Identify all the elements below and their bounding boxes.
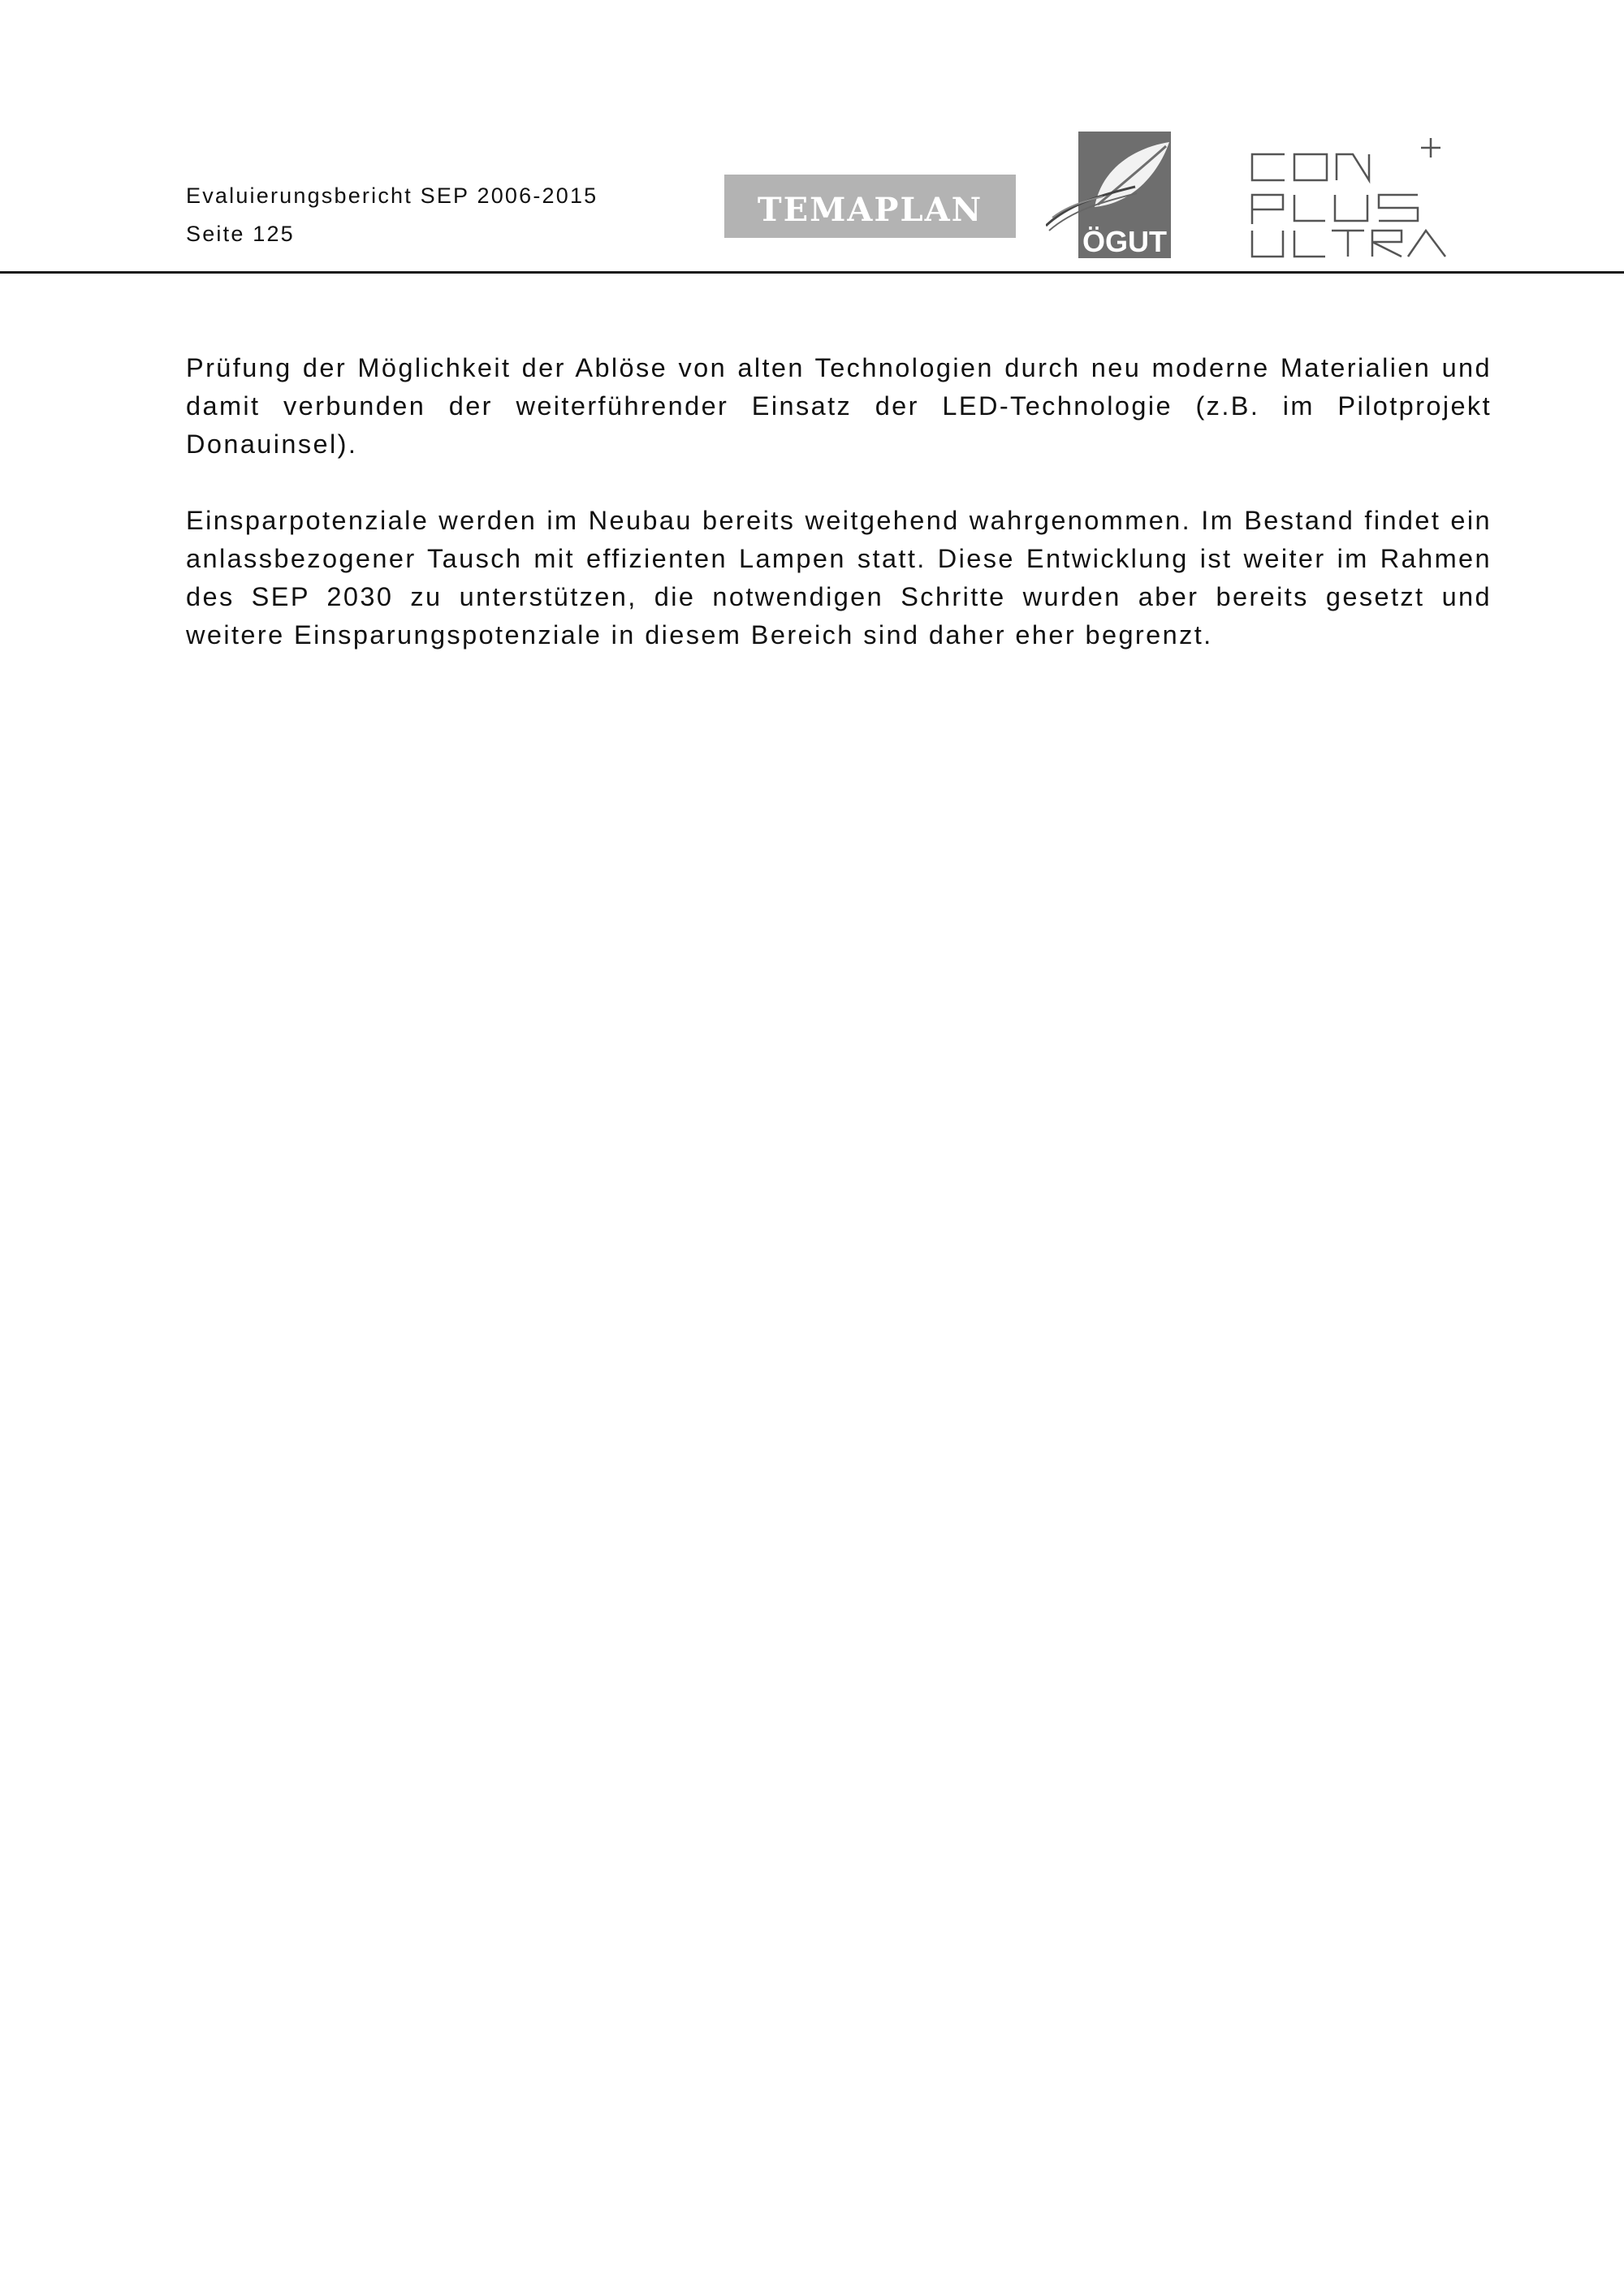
conplusultra-logo [1250, 136, 1449, 260]
ogut-logo-text: ÖGUT [1082, 225, 1167, 258]
temaplan-logo-text: TEMAPLAN [757, 190, 983, 229]
paragraph: Prüfung der Möglichkeit der Ablöse von alten Technologien durch neu moderne Materialien und damit verbunden der weiterführender Einsatz der LED-Technologie (z.B. im Pilotprojekt Donauinsel). [186, 353, 1492, 459]
header-divider [0, 271, 1624, 274]
page-number: Seite 125 [186, 222, 295, 246]
report-title: Evaluierungsbericht SEP 2006-2015 [186, 183, 598, 208]
temaplan-logo [724, 175, 1016, 238]
ogut-logo [1046, 130, 1184, 260]
paragraph: Einsparpotenziale werden im Neubau bereits weitgehend wahrgenommen. Im Bestand findet ein anlassbezogener Tausch mit effizienten Lampen statt. Diese Entwicklung ist weiter im Rahmen des SEP 2030 zu unterstützen, die notwendigen Schritte wurden aber bereits gesetzt und weitere Einsparungspotenziale in diesem Bereich sind daher eher begrenzt. [186, 506, 1492, 650]
page-header [0, 0, 1624, 276]
header-text-block [186, 177, 598, 253]
page-content [186, 349, 1492, 693]
